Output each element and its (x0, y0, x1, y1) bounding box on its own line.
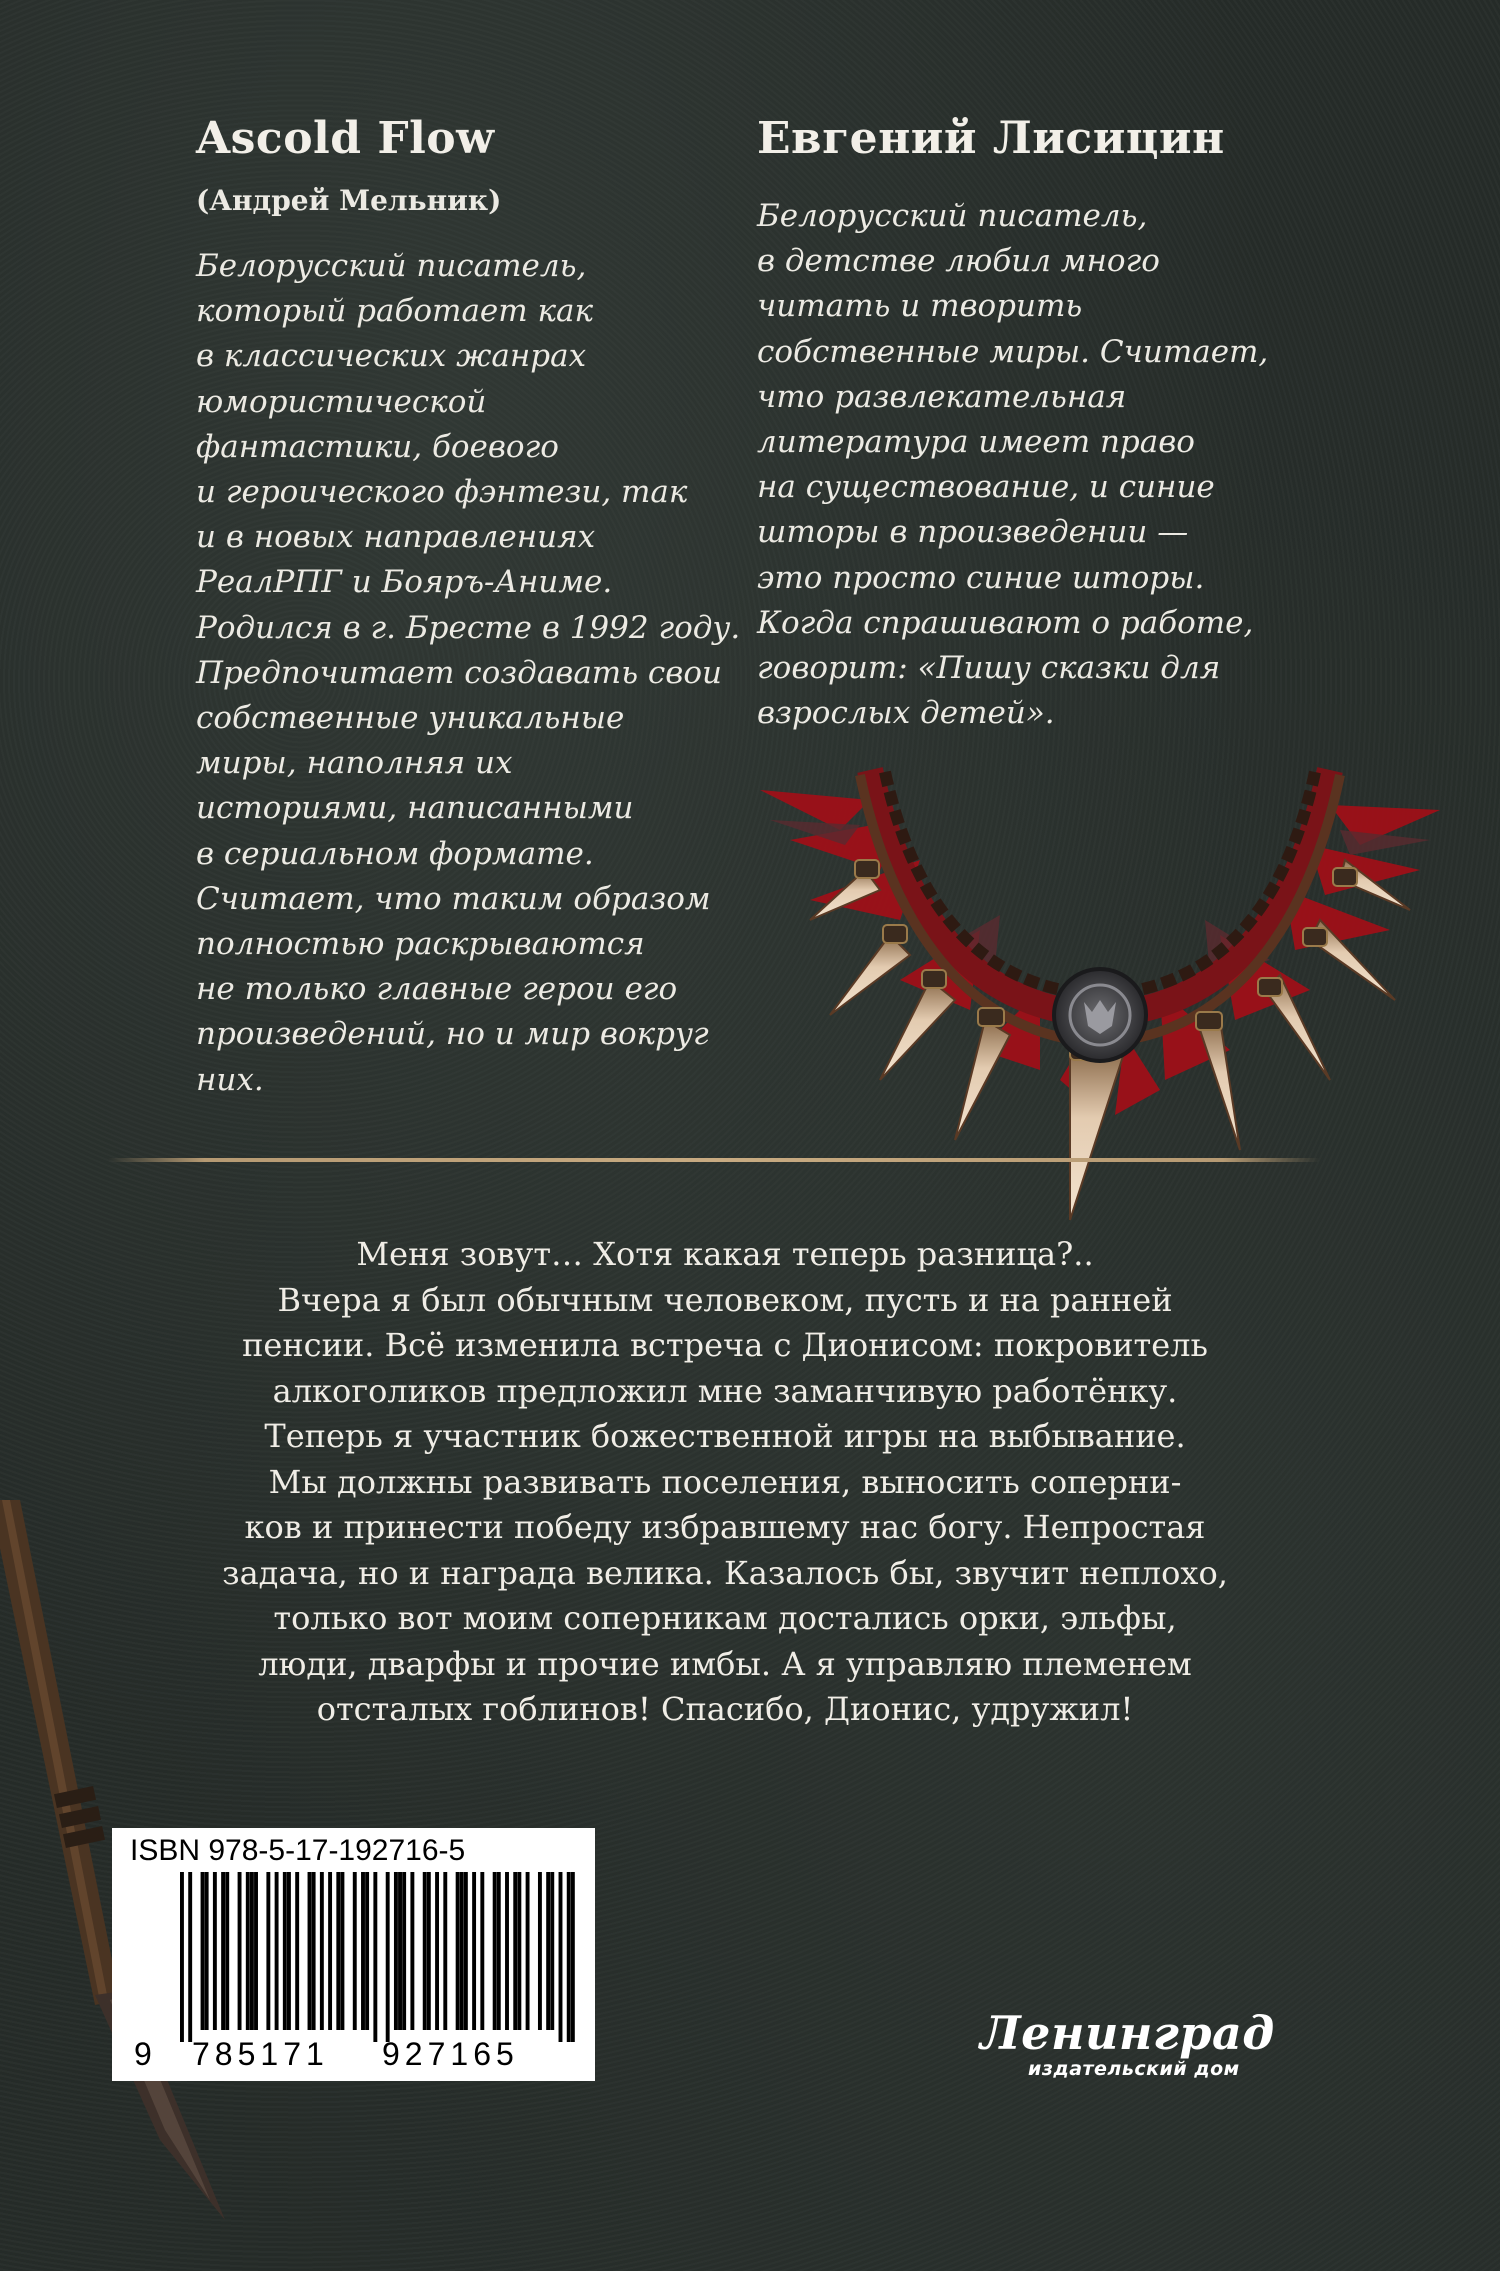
section-divider (108, 1158, 1320, 1162)
annotation-line: только вот моим соперникам достались орки, эльфы, (273, 1599, 1177, 1637)
author1-bio-line: РеалРПГ и Бояръ-Аниме. (196, 564, 613, 601)
barcode-bar (423, 1872, 427, 2030)
barcode-bar (460, 1872, 464, 2030)
annotation-line: Вчера я был обычным человеком, пусть и на ранней (277, 1280, 1173, 1319)
author1-bio-line: них. (196, 1061, 264, 1098)
barcode-bar (571, 1872, 575, 2042)
barcode-bar (328, 1872, 332, 2030)
barcode-bar (225, 1872, 229, 2030)
barcode-bar (567, 1872, 571, 2042)
barcode-bar (246, 1872, 250, 2030)
author1-bio-line: не только главные герои его (196, 971, 678, 1008)
barcode-bar (456, 1872, 460, 2030)
barcode-bar (188, 1872, 192, 2042)
barcode-bar (221, 1872, 225, 2030)
author1-bio-line: Родился в г. Бресте в 1992 году. (196, 609, 741, 646)
author2-bio-line: в детстве любил много (757, 243, 1160, 280)
book-annotation (120, 1232, 1330, 1733)
barcode-bar (201, 1872, 205, 2030)
barcode-bar (361, 1872, 365, 2030)
annotation-line: Мы должны развивать поселения, выносить соперни- (268, 1462, 1182, 1501)
author2-bio-line: на существование, и синие (757, 469, 1215, 506)
annotation-line: Теперь я участник божественной игры на выбывание. (264, 1417, 1186, 1455)
author1-bio-line: и в новых направлениях (196, 519, 596, 556)
barcode-bar (394, 1872, 398, 2030)
barcode-bar (410, 1872, 414, 2030)
author1-bio-line: произведений, но и мир вокруг (196, 1016, 709, 1053)
author2-bio-line: Когда спрашивают о работе, (757, 604, 1254, 641)
author1-bio-line: собственные уникальные (196, 700, 625, 737)
barcode-bar (287, 1872, 291, 2030)
barcode-bar (180, 1872, 184, 2042)
author1-bio-line: Считает, что таким образом (196, 880, 711, 917)
barcode-bar (353, 1872, 357, 2030)
barcode-bar (402, 1872, 406, 2030)
barcode-digit-first: 9 (134, 2036, 152, 2072)
author1-name: Ascold Flow (196, 113, 495, 164)
author1-bio-line: историями, написанными (196, 790, 634, 827)
annotation-line: люди, дварфы и прочие имбы. А я управляю племенем (258, 1644, 1192, 1683)
barcode-bar (205, 1872, 209, 2030)
author1-bio-line: в сериальном формате. (196, 835, 594, 872)
barcode-bars (180, 1872, 575, 2042)
barcode-bar (538, 1872, 542, 2030)
barcode-bar (493, 1872, 497, 2030)
author2-bio-line: говорит: «Пишу сказки для (757, 650, 1221, 687)
author1-bio-line: полностью раскрываются (196, 926, 645, 963)
barcode-bar (497, 1872, 501, 2030)
publisher-subtitle: издательский дом (1028, 2058, 1240, 2080)
author1-bio-line: фантастики, боевого (196, 428, 559, 465)
annotation-line: пенсии. Всё изменила встреча с Дионисом: покровитель (242, 1326, 1208, 1364)
barcode-bar (266, 1872, 270, 2030)
barcode-bar (517, 1872, 521, 2030)
barcode-bar (320, 1872, 324, 2030)
barcode-bar (373, 1872, 377, 2042)
author2-bio-line: что развлекательная (757, 378, 1127, 415)
author1-bio-line: который работает как (196, 293, 594, 330)
author1-bio-line: миры, наполняя их (196, 745, 513, 782)
barcode-bar (365, 1872, 369, 2030)
author1-bio (196, 244, 740, 1103)
barcode-bar (464, 1872, 468, 2030)
barcode-bar (238, 1872, 242, 2030)
barcode-bar (213, 1872, 217, 2030)
barcode-bar (386, 1872, 390, 2042)
barcode-bar (250, 1872, 254, 2030)
annotation-line: отсталых гоблинов! Спасибо, Дионис, удружил! (316, 1690, 1134, 1728)
barcode-bar (526, 1872, 530, 2030)
annotation-line: алкоголиков предложил мне заманчивую работёнку. (272, 1371, 1178, 1410)
author1-bio-line: Предпочитает создавать свои (196, 654, 722, 691)
barcode-bar (336, 1872, 340, 2030)
author2-bio-line: взрослых детей». (757, 695, 1055, 732)
barcode-bar (340, 1872, 344, 2030)
annotation-line: Меня зовут… Хотя какая теперь разница?.. (356, 1235, 1094, 1273)
barcode-bar (550, 1872, 554, 2030)
isbn-barcode (112, 1828, 595, 2081)
author2-bio-line: литература имеет право (757, 424, 1195, 461)
annotation-line: ков и принести победу избравшему нас богу. Непростая (244, 1508, 1206, 1546)
barcode-bar (435, 1872, 439, 2030)
author2-bio-line: это просто синие шторы. (757, 559, 1205, 596)
barcode-bar (480, 1872, 484, 2030)
author2-bio-line: собственные миры. Считает, (757, 333, 1269, 370)
author2-bio (757, 194, 1268, 736)
barcode-bar (513, 1872, 517, 2030)
author1-bio-line: и героического фэнтези, так (196, 474, 688, 511)
barcode-bar (472, 1872, 476, 2030)
publisher-name: Ленинград (980, 2006, 1275, 2060)
author2-bio-line: шторы в произведении — (757, 514, 1189, 551)
author1-bio-line: Белорусский писатель, (196, 248, 587, 284)
barcode-bar (398, 1872, 402, 2030)
author2-bio-line: Белорусский писатель, (757, 198, 1148, 234)
publisher-logo (980, 2006, 1320, 2086)
barcode-bar (295, 1872, 299, 2030)
barcode-bar (312, 1872, 316, 2030)
barcode-digits-left: 785171 (192, 2036, 329, 2072)
barcode-bar (546, 1872, 550, 2030)
barcode-digits-right: 927165 (382, 2036, 519, 2072)
author2-bio-line: читать и творить (757, 288, 1083, 325)
barcode-bar (443, 1872, 447, 2030)
barcode-bar (254, 1872, 258, 2030)
barcode-bar (427, 1872, 431, 2030)
author1-real-name: (Андрей Мельник) (196, 184, 502, 217)
author2-name: Евгений Лисицин (757, 113, 1225, 164)
author1-bio-line: юмористической (196, 383, 487, 420)
barcode-bar (308, 1872, 312, 2030)
barcode-bar (505, 1872, 509, 2030)
barcode-bar (275, 1872, 279, 2030)
isbn-label: ISBN 978-5-17-192716-5 (130, 1834, 466, 1867)
barcode-bar (559, 1872, 563, 2042)
annotation-line: задача, но и награда велика. Казалось бы, звучит неплохо, (222, 1553, 1228, 1592)
barcode-bar (283, 1872, 287, 2030)
author1-bio-line: в классических жанрах (196, 338, 587, 375)
